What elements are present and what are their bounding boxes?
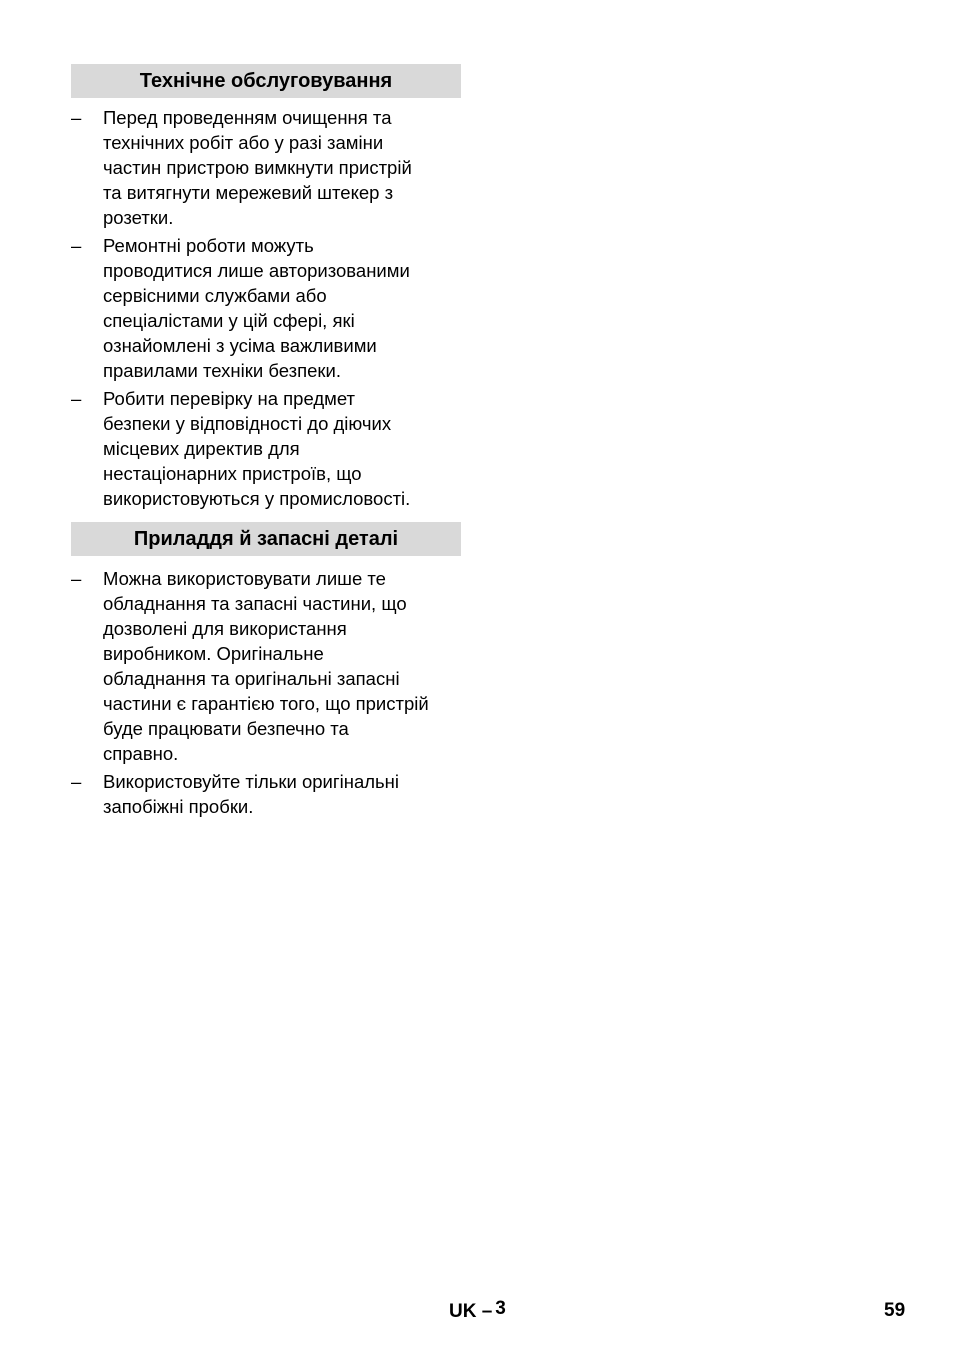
content-column (71, 64, 461, 822)
footer-section-page: 3 (495, 1298, 506, 1319)
footer-language: UK – (449, 1301, 493, 1322)
bullet-dash: – (71, 388, 82, 409)
list-item-text: Можна використовувати лише те обладнання та запасні частини, що дозволені для використання виробником. Оригінальне обладнання та оригінальні запасні частини є гарантією того, що пристрій буде працювати безпечно та справно. (103, 568, 429, 764)
bullet-dash: – (71, 107, 82, 128)
bullet-dash: – (71, 235, 82, 256)
list-item (71, 566, 461, 766)
bullet-dash: – (71, 568, 82, 589)
list-item-text: Використовуйте тільки оригінальні запобіжні пробки. (103, 771, 400, 817)
list-item-text: Робити перевірку на предмет безпеки у відповідності до діючих місцевих директив для нестаціонарних пристроїв, що використовуються у промисловості. (103, 388, 411, 509)
bullet-dash: – (71, 771, 82, 792)
section-heading: Технічне обслуговування (71, 64, 461, 98)
list-item (71, 233, 461, 383)
list-item (71, 386, 461, 511)
section-heading: Приладдя й запасні деталі (71, 522, 461, 556)
list-item-text: Ремонтні роботи можуть проводитися лише авторизованими сервісними службами або спеціалістами у цій сфері, які ознайомлені з усіма важливими правилами техніки безпеки. (103, 235, 410, 381)
page-number: 59 (884, 1300, 906, 1321)
footer-section-marker (449, 1298, 506, 1323)
list-item-text: Перед проведенням очищення та технічних робіт або у разі заміни частин пристрою вимкнути пристрій та витягнути мережевий штекер з розетки. (103, 107, 412, 228)
section-maintenance (71, 64, 461, 522)
bullet-list (71, 556, 461, 819)
list-item (71, 105, 461, 230)
list-item (71, 769, 461, 819)
bullet-list (71, 98, 461, 522)
section-accessories (71, 522, 461, 819)
